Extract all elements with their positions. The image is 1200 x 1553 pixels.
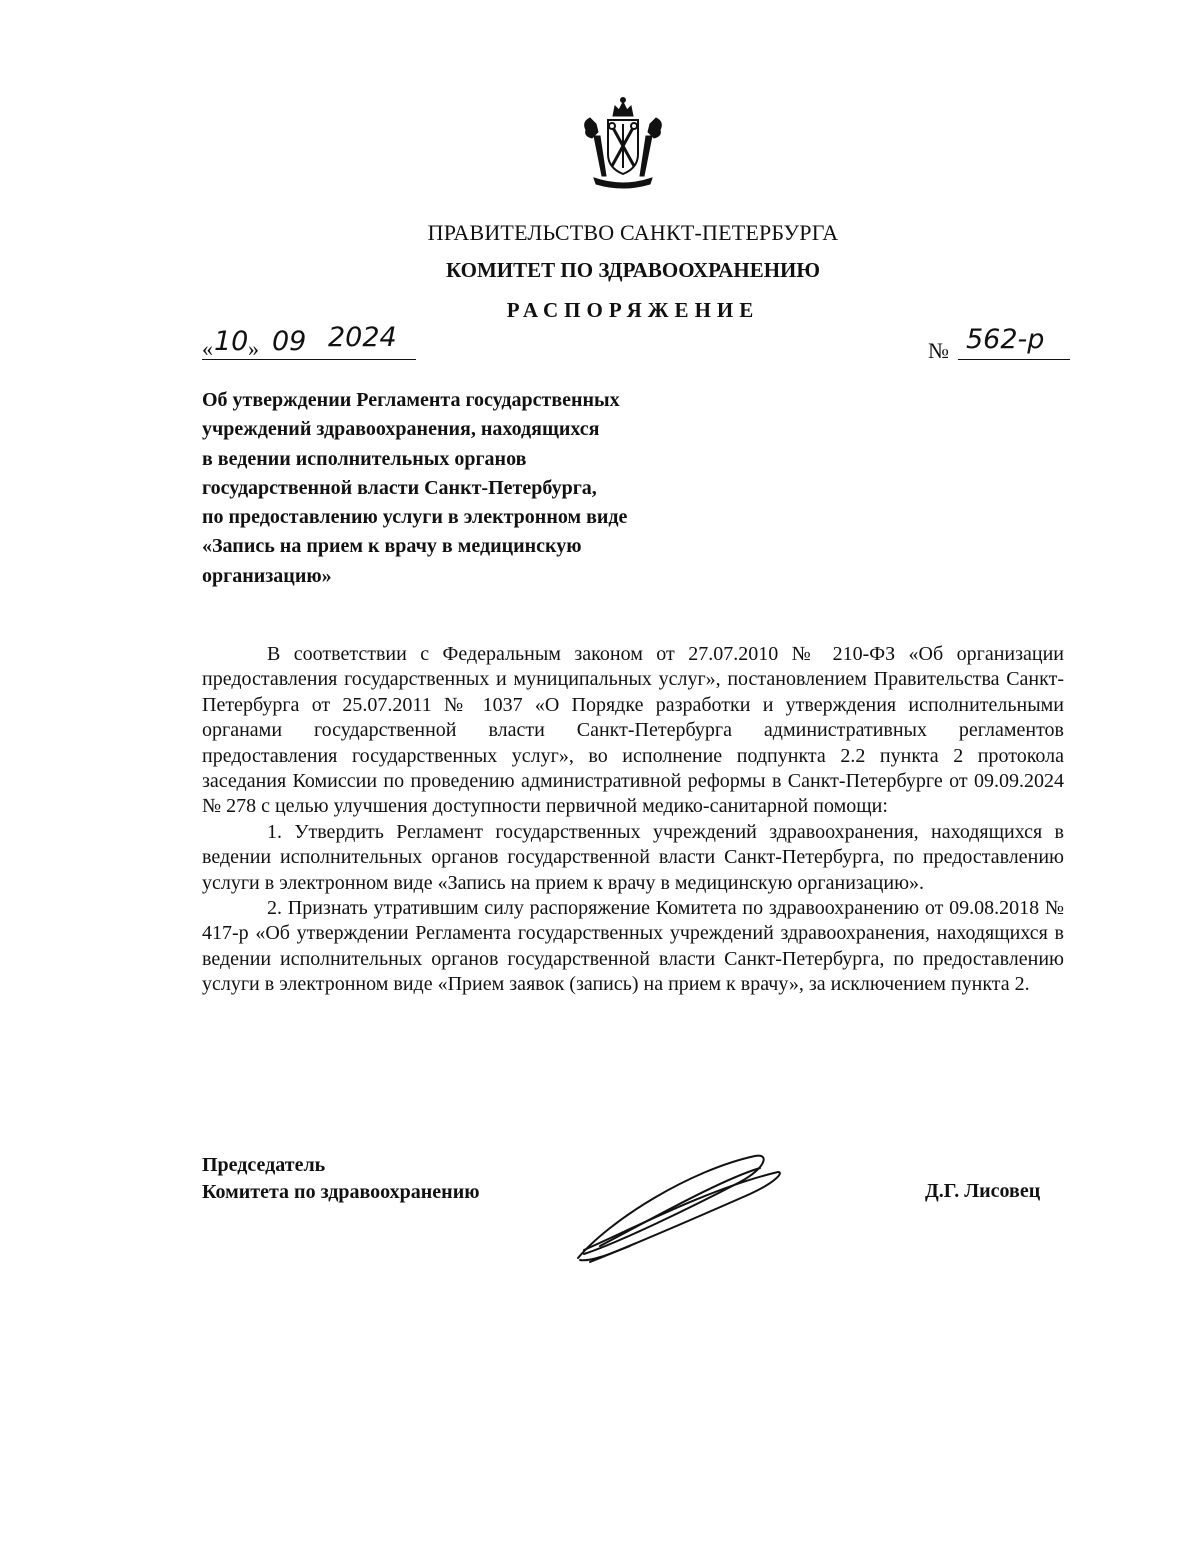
title-line: по предоставлению услуги в электронном виде — [202, 506, 628, 529]
number-label: № — [928, 338, 949, 363]
role-line-2: Комитета по здравоохранению — [202, 1181, 480, 1203]
document-type: РАСПОРЯЖЕНИЕ — [506, 298, 760, 322]
document-date — [202, 322, 416, 362]
date-close-quote: » — [248, 336, 259, 361]
number-value: 562-р — [966, 324, 1045, 355]
signatory-role — [202, 1152, 480, 1206]
date-year: 2024 — [328, 322, 397, 353]
signatory-name: Д.Г. Лисовец — [925, 1180, 1041, 1202]
number-underline — [958, 359, 1070, 360]
document-body — [202, 642, 1064, 998]
title-line: учреждений здравоохранения, находящихся — [202, 418, 600, 441]
date-month: 09 — [272, 326, 307, 357]
government-title: ПРАВИТЕЛЬСТВО САНКТ-ПЕТЕРБУРГА — [427, 220, 839, 245]
date-open-quote: « — [202, 336, 213, 361]
role-line-1: Председатель — [202, 1154, 326, 1176]
handwritten-signature — [570, 1150, 785, 1270]
coat-of-arms-emblem — [580, 96, 666, 192]
committee-title: КОМИТЕТ ПО ЗДРАВООХРАНЕНИЮ — [445, 258, 821, 282]
title-line: организацию» — [202, 564, 332, 587]
document-number — [958, 326, 1070, 362]
document-title — [202, 386, 722, 591]
date-underline — [202, 359, 416, 360]
date-day: 10 — [214, 326, 249, 357]
title-line: в ведении исполнительных органов — [202, 447, 527, 470]
title-line: государственной власти Санкт-Петербурга, — [202, 476, 597, 499]
item-2-paragraph: 2. Признать утратившим силу распоряжение Комитета по здравоохранению от 09.08.2018 № 417-р «Об утверждении Регламента государственных учреждений здравоохранения, находящихся в ведении исполнительных органов государственной власти Санкт-Петербурга, по предоставлению услуги в электронном виде «Прием заявок (запись) на прием к врачу», за исключением пункта 2. — [202, 897, 1064, 996]
title-line: Об утверждении Регламента государственных — [202, 389, 620, 411]
item-1-paragraph: 1. Утвердить Регламент государственных учреждений здравоохранения, находящихся в ведении исполнительных органов государственной власти Санкт-Петербурга, по предоставлению услуги в электронном виде «Запись на прием к врачу в медицинскую организацию». — [202, 820, 1064, 894]
title-line: «Запись на прием к врачу в медицинскую — [202, 535, 582, 558]
preamble-paragraph: В соответствии с Федеральным законом от 27.07.2010 № 210-ФЗ «Об организации предоставления государственных и муниципальных услуг», постановлением Правительства Санкт-Петербурга от 25.07.2011 № 1037 «О Порядке разработки и утверждения исполнительными органами государственной власти Санкт-Петербурга административных регламентов предоставления государственных услуг», во исполнение подпункта 2.2 пункта 2 протокола заседания Комиссии по проведению административной реформы в Санкт-Петербурге от 09.09.2024 № 278 с целью улучшения доступности первичной медико-санитарной помощи: — [202, 643, 1064, 818]
